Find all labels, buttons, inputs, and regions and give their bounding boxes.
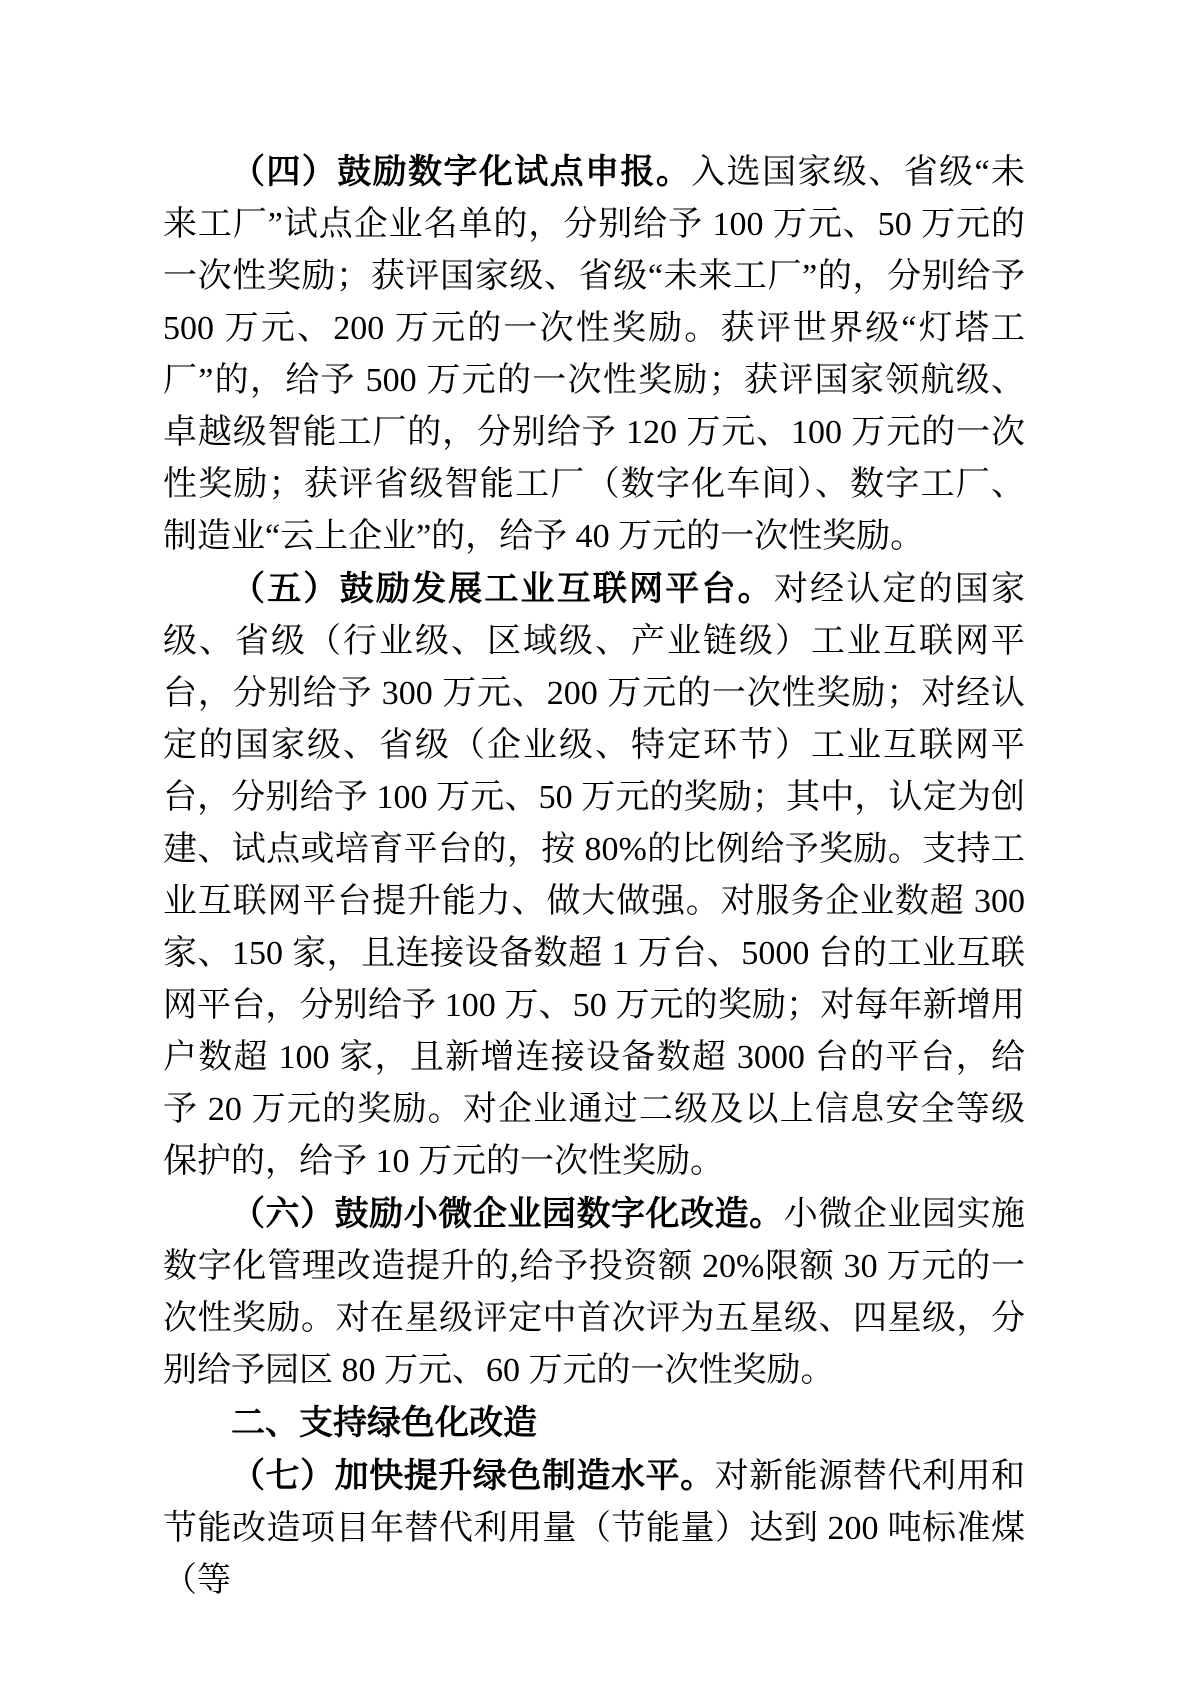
paragraph-6-lead: （六）鼓励小微企业园数字化改造。 xyxy=(231,1195,784,1233)
paragraph-6-body: 小微企业园实施数字化管理改造提升的,给予投资额 20%限额 30 万元的一次性奖励。对在星级评定中首次评为五星级、四星级，分别给予园区 80 万元、60 万元的一次性奖励。 xyxy=(163,1196,1026,1389)
paragraph-item-4 xyxy=(163,146,1025,563)
paragraph-7-body: 对新能源替代利用和节能改造项目年替代利用量（节能量）达到 200 吨标准煤（等 xyxy=(163,1458,1026,1599)
section-heading-2-text: 二、支持绿色化改造 xyxy=(231,1404,537,1442)
paragraph-item-7 xyxy=(163,1450,1025,1607)
paragraph-item-6 xyxy=(163,1188,1025,1397)
paragraph-5-body: 对经认定的国家级、省级（行业级、区域级、产业链级）工业互联网平台，分别给予 300 万元、200 万元的一次性奖励；对经认定的国家级、省级（企业级、特定环节）工业互联网平台，分别给予 100 万元、50 万元的奖励；其中，认定为创建、试点或培育平台的，按 80%的比例给予奖励。支持工业互联网平台提升能力、做大做强。对服务企业数超 300 家、150 家，且连接设备数超 1 万台、5000 台的工业互联网平台，分别给予 100 万、50 万元的奖励；对每年新增用户数超 100 家，且新增连接设备数超 3000 台的平台，给予 20 万元的奖励。对企业通过二级及以上信息安全等级保护的，给予 10 万元的一次性奖励。 xyxy=(163,571,1026,1180)
section-heading-2 xyxy=(163,1397,1025,1450)
paragraph-5-lead: （五）鼓励发展工业互联网平台。 xyxy=(231,570,774,608)
paragraph-7-lead: （七）加快提升绿色制造水平。 xyxy=(231,1457,715,1495)
document-content xyxy=(163,146,1025,1607)
paragraph-item-5 xyxy=(163,563,1025,1188)
paragraph-4-body: 入选国家级、省级“未来工厂”试点企业名单的，分别给予 100 万元、50 万元的一次性奖励；获评国家级、省级“未来工厂”的，分别给予 500 万元、200 万元的一次性奖励。获评世界级“灯塔工厂”的，给予 500 万元的一次性奖励；获评国家领航级、卓越级智能工厂的，分别给予 120 万元、100 万元的一次性奖励；获评省级智能工厂（数字化车间）、数字工厂、制造业“云上企业”的，给予 40 万元的一次性奖励。 xyxy=(163,154,1025,555)
paragraph-4-lead: （四）鼓励数字化试点申报。 xyxy=(231,153,692,191)
